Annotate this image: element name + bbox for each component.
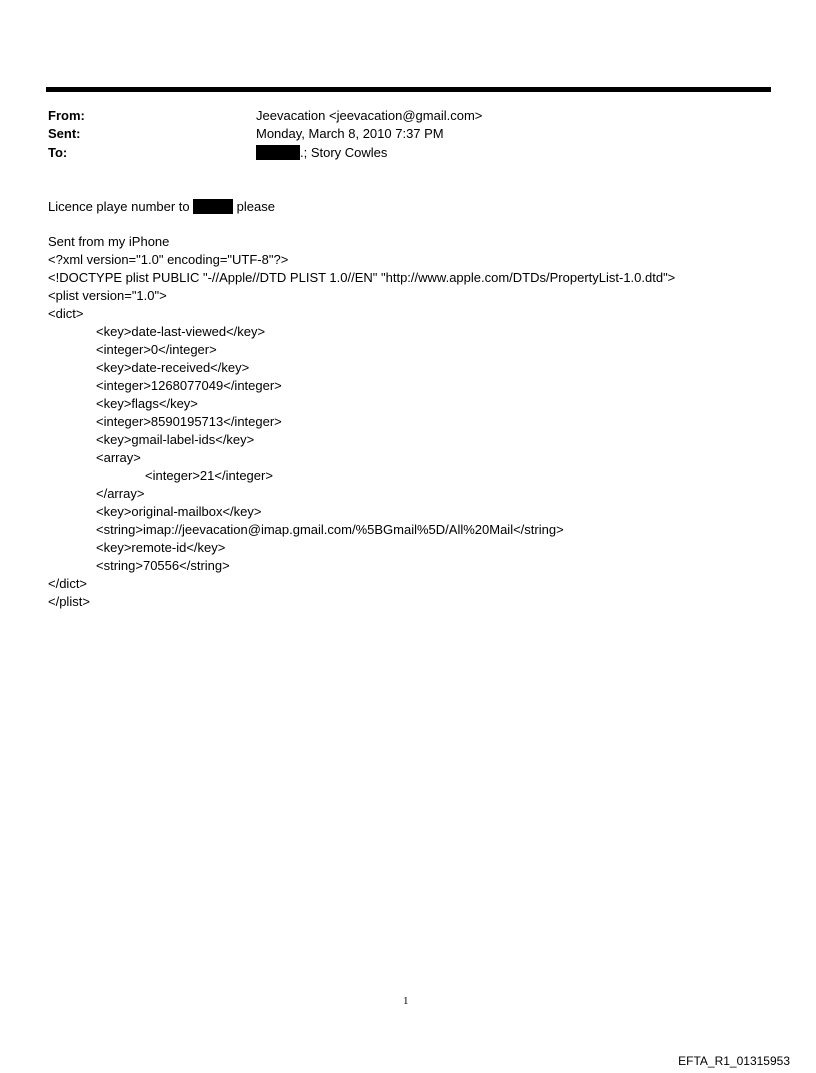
to-label: To: bbox=[48, 145, 68, 160]
code-line: <key>original-mailbox</key> bbox=[96, 504, 262, 519]
code-line: <key>date-received</key> bbox=[96, 360, 250, 375]
code-line: <integer>21</integer> bbox=[145, 468, 273, 483]
signature-line: Sent from my iPhone bbox=[48, 234, 170, 249]
code-line: <integer>8590195713</integer> bbox=[96, 414, 282, 429]
code-line: <!DOCTYPE plist PUBLIC "-//Apple//DTD PLIST 1.0//EN" "http://www.apple.com/DTDs/PropertyList-1.0.dtd"> bbox=[48, 270, 676, 285]
code-line: <dict> bbox=[48, 306, 84, 321]
code-line: <key>gmail-label-ids</key> bbox=[96, 432, 255, 447]
page-number: 1 bbox=[403, 995, 409, 1007]
to-value-suffix: .; Story Cowles bbox=[300, 145, 388, 160]
code-line: <plist version="1.0"> bbox=[48, 288, 167, 303]
code-line: <array> bbox=[96, 450, 141, 465]
document-id: EFTA_R1_01315953 bbox=[678, 1054, 790, 1068]
code-line: <key>date-last-viewed</key> bbox=[96, 324, 266, 339]
code-line: <key>remote-id</key> bbox=[96, 540, 226, 555]
code-line: </plist> bbox=[48, 594, 90, 609]
redaction-block bbox=[193, 199, 233, 214]
from-label: From: bbox=[48, 108, 85, 123]
code-line: <key>flags</key> bbox=[96, 396, 198, 411]
plist-code-block bbox=[48, 251, 675, 611]
message-text-after: please bbox=[236, 199, 275, 214]
sent-label: Sent: bbox=[48, 126, 81, 141]
sent-value: Monday, March 8, 2010 7:37 PM bbox=[256, 126, 444, 141]
from-value: Jeevacation <jeevacation@gmail.com> bbox=[256, 108, 483, 123]
code-line: <string>70556</string> bbox=[96, 558, 230, 573]
code-line: <integer>1268077049</integer> bbox=[96, 378, 282, 393]
code-line: </dict> bbox=[48, 576, 88, 591]
header-divider bbox=[46, 87, 771, 92]
message-text-before: Licence playe number to bbox=[48, 199, 190, 214]
code-line: <string>imap://jeevacation@imap.gmail.com/%5BGmail%5D/All%20Mail</string> bbox=[96, 522, 564, 537]
message-line bbox=[48, 198, 275, 216]
code-line: <integer>0</integer> bbox=[96, 342, 217, 357]
redaction-block bbox=[256, 145, 300, 160]
code-line: </array> bbox=[96, 486, 145, 501]
code-line: <?xml version="1.0" encoding="UTF-8"?> bbox=[48, 252, 289, 267]
to-value bbox=[256, 144, 387, 162]
